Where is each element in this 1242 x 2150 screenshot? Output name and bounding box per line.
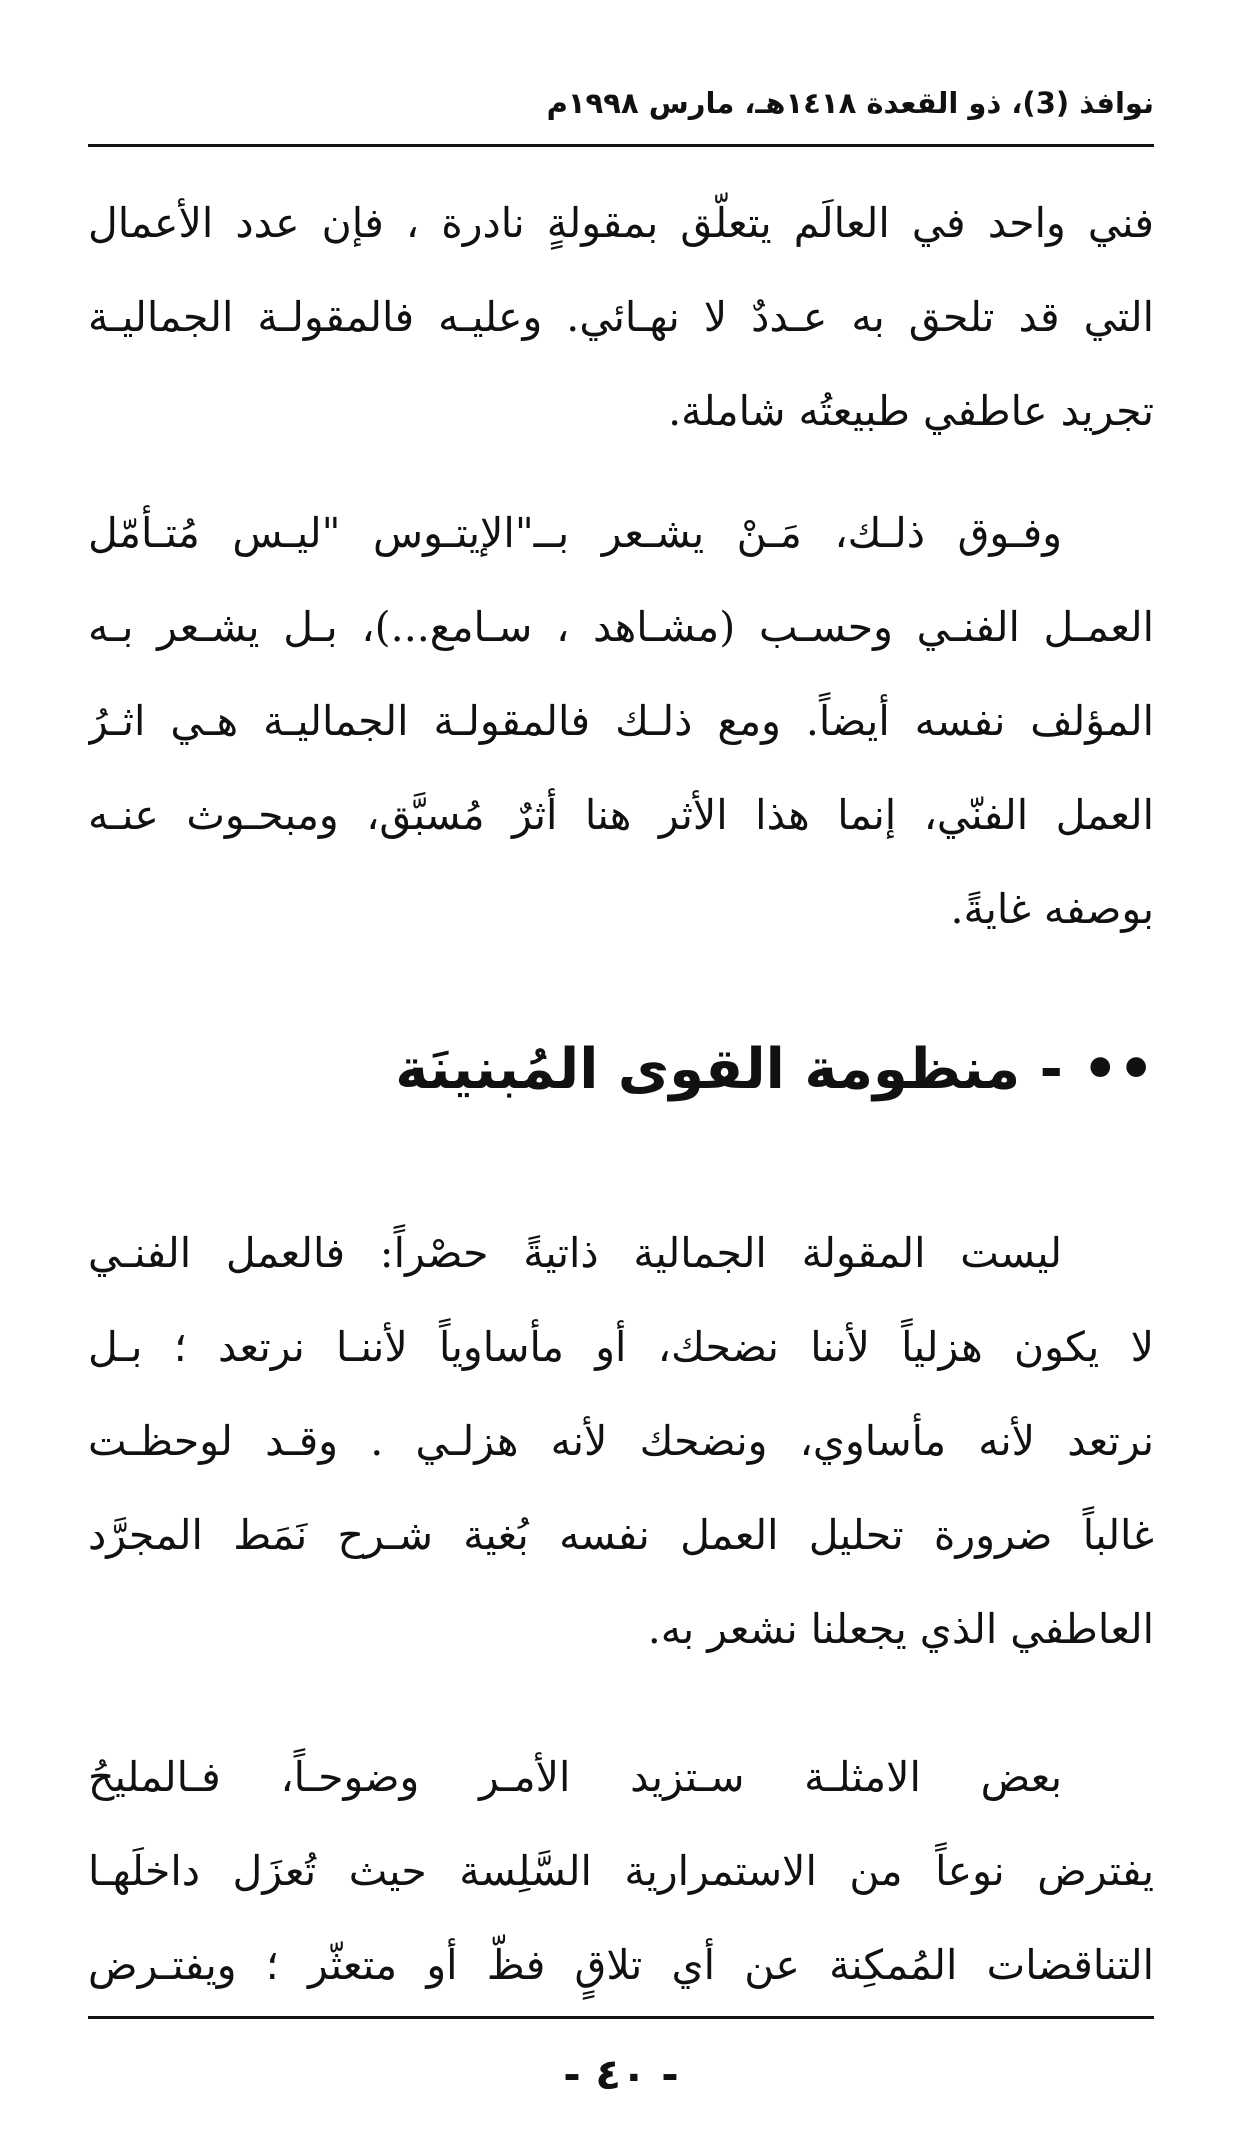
header-rule: [88, 144, 1154, 147]
paragraph: [88, 486, 1154, 956]
text-line: العمـل الفنـي وحسـب (مشـاهد ، سـامع...)، بـل يشـعر بـه: [88, 603, 1154, 651]
text-line: غالباً ضرورة تحليل العمل نفسه بُغية شـرح نَمَط المجرَّد: [88, 1511, 1154, 1559]
text-line: يفترض نوعاً من الاستمرارية السَّلِسة حيث تُعزَل داخلَهـا: [88, 1847, 1154, 1895]
text-line: العمل الفنّي، إنما هذا الأثر هنا أثرٌ مُسبَّق، ومبحـوث عنـه: [88, 791, 1154, 839]
text-line: بعض الامثلـة سـتزيد الأمـر وضوحـاً، فـالمليحُ: [88, 1753, 1062, 1801]
paragraph: [88, 1730, 1154, 2012]
text-line: نرتعد لأنه مأساوي، ونضحك لأنه هزلـي . وقـد لوحظـت: [88, 1417, 1154, 1465]
text-line: العاطفي الذي يجعلنا نشعر به.: [647, 1605, 1154, 1653]
text-line: المؤلف نفسه أيضاً. ومع ذلـك فالمقولـة الجماليـة هـي اثـرُ: [88, 697, 1154, 745]
paragraph: [88, 176, 1154, 458]
text-line: التناقضات المُمكِنة عن أي تلاقٍ فظّ أو متعثّر ؛ ويفتـرض: [88, 1941, 1154, 1989]
text-line: وفـوق ذلـك، مَـنْ يشـعر بــ"الإيتـوس "ليـس مُتـأمّل: [88, 509, 1062, 557]
page-number: - ٤٠ -: [563, 2050, 679, 2099]
running-header: نوافذ (3)، ذو القعدة ١٤١٨هـ، مارس ١٩٩٨م: [546, 86, 1154, 120]
text-line: التي قد تلحق به عـددٌ لا نهـائي. وعليـه فالمقولـة الجماليـة: [88, 293, 1154, 341]
section-heading: •• - منظومة القوى المُبنينَة: [395, 1037, 1154, 1102]
text-line: بوصفه غايةً.: [950, 885, 1154, 933]
text-line: تجريد عاطفي طبيعتُه شاملة.: [668, 387, 1154, 435]
text-line: فني واحد في العالَم يتعلّق بمقولةٍ نادرة ، فإن عدد الأعمال: [88, 199, 1154, 247]
text-line: لا يكون هزلياً لأننا نضحك، أو مأساوياً لأننـا نرتعد ؛ بـل: [88, 1323, 1154, 1371]
footer-rule: [88, 2016, 1154, 2019]
paragraph: [88, 1206, 1154, 1676]
text-line: ليست المقولة الجمالية ذاتيةً حصْراً: فالعمل الفنـي: [88, 1229, 1062, 1277]
